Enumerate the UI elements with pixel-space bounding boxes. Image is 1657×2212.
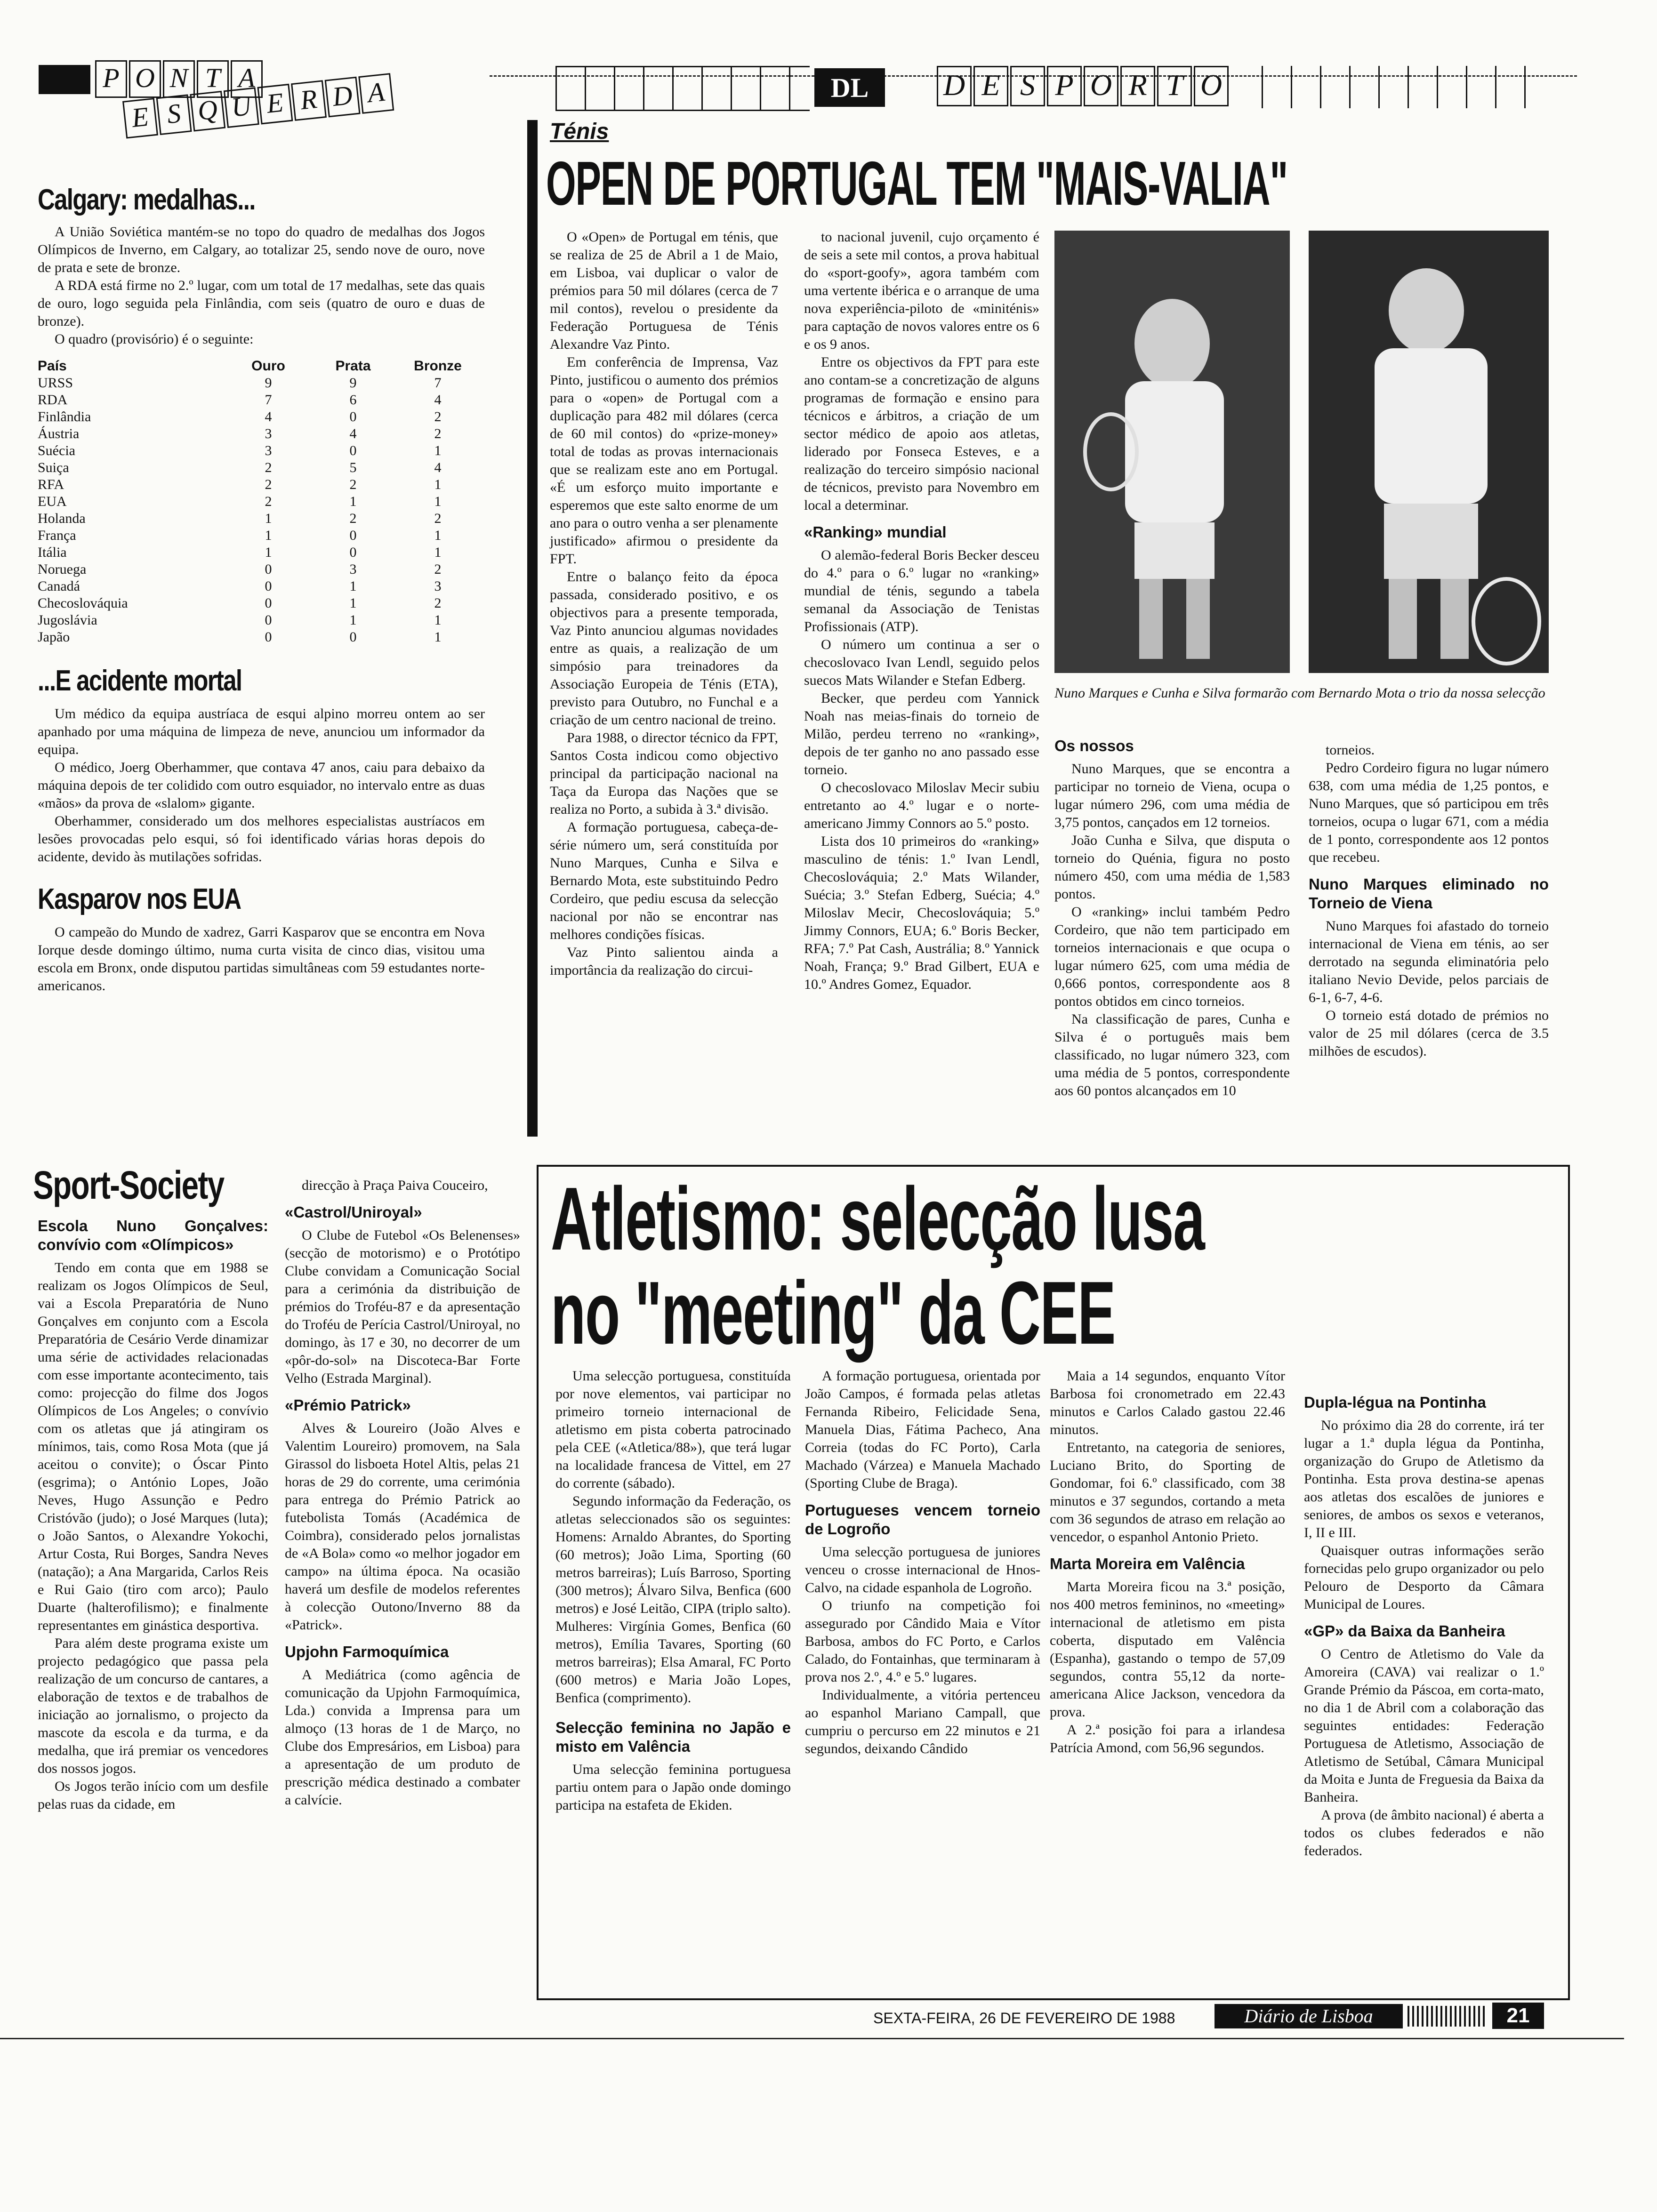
society-paragraph: Os Jogos terão início com um desfile pelas ruas da cidade, em <box>38 1779 268 1812</box>
medal-count-cell: 6 <box>349 392 357 408</box>
sport-society-headline: Sport-Society <box>33 1163 224 1207</box>
country-cell: Noruega <box>38 561 87 577</box>
castrol-paragraph: O Clube de Futebol «Os Belenenses» (secção de motorismo) e o Protótipo Clube convidam a Comunicação Social para a cerimónia da distribuição de prémios do Troféu-87 e da apresentação do Troféu de Perícia Castrol/Uniroyal, no domingo, às 17 e 30, no decorrer de um «pôr-do-sol» na Discoteca-Bar Forte Velho (Estrada Marginal). <box>285 1227 520 1386</box>
pontinha-subhead: Dupla-légua na Pontinha <box>1304 1394 1486 1411</box>
medal-count-cell: 4 <box>434 460 442 475</box>
esquerda-letter: U <box>224 87 259 128</box>
acidente-paragraph: Oberhammer, considerado um dos melhores especialistas austríacos em lesões provocadas pelo esqui, só foi identificado várias horas depois do acidente, devido às mutilações sofridas. <box>38 813 485 865</box>
feminina-subhead: Selecção feminina no Japão e misto em Valência <box>555 1719 791 1755</box>
medal-table-row <box>38 561 480 578</box>
medal-count-cell: 2 <box>265 477 272 492</box>
medal-table-header: País <box>38 358 67 374</box>
tennis-photo-1 <box>1054 231 1290 673</box>
nossos-paragraph: torneios. <box>1326 742 1375 758</box>
country-cell: Holanda <box>38 511 86 526</box>
marta-subhead: Marta Moreira em Valência <box>1050 1555 1245 1572</box>
nossos-paragraph: O «ranking» inclui também Pedro Cordeiro, que não tem participado em torneios internacionais e que ocupa o lugar número 625, com uma média de 0,666 pontos, correspondente aos 8 pontos obtidos em cinco torneios. <box>1054 904 1290 1009</box>
ponta-bar <box>39 65 90 94</box>
desporto-row <box>937 66 1229 106</box>
society-paragraph: direcção à Praça Paiva Couceiro, <box>302 1178 488 1193</box>
logrono-paragraph: Uma selecção portuguesa de juniores venceu o crosse internacional de Hnos-Calvo, na cidade espanhola de Logroño. <box>805 1544 1040 1595</box>
calgary-paragraph: O quadro (provisório) é o seguinte: <box>55 331 254 347</box>
patrick-subhead: «Prémio Patrick» <box>285 1396 411 1414</box>
medal-count-cell: 2 <box>349 511 357 526</box>
medal-count-cell: 4 <box>434 392 442 408</box>
footer-paper-name: Diário de Lisboa <box>1215 2004 1403 2028</box>
athletics-headline-line2: no "meeting" da CEE <box>551 1263 1116 1363</box>
medal-count-cell: 2 <box>434 409 442 425</box>
nossos-paragraph: Na classificação de pares, Cunha e Silva é o português mais bem classificado, no lugar número 323, com uma média de 5 pontos, correspondente aos 60 pontos alcançados em 10 <box>1054 1011 1290 1098</box>
tennis-photo-2 <box>1309 231 1549 673</box>
medal-count-cell: 1 <box>265 511 272 526</box>
medal-table-row <box>38 493 480 510</box>
photo-caption: Nuno Marques e Cunha e Silva formarão com Bernardo Mota o trio da nossa selecção <box>1054 685 1545 701</box>
upjohn-paragraph: A Mediátrica (como agência de comunicação da Upjohn Farmoquímica, Lda.) convida a Imprensa para um almoço (13 horas de 1 de Março, no Clube dos Empresários, em Lisboa) para a apresentação de um produto de prescrição médica destinado a combater a calvície. <box>285 1667 520 1808</box>
viena-paragraph: Nuno Marques foi afastado do torneio internacional de Viena em ténis, ao ser derrotado na segunda eliminatória pelo italiano Nevio Devide, pelos parciais de 6-1, 6-7, 4-6. <box>1309 918 1549 1005</box>
medal-count-cell: 2 <box>434 595 442 611</box>
tennis-paragraph: A formação portuguesa, cabeça-de-série número um, será constituída por Nuno Marques, Cunha e Silva e Bernardo Mota, este substituindo Pedro Cordeiro, que pediu escusa da selecção nacional por não se encontrar nas melhores condições físicas. <box>550 819 778 942</box>
ranking-paragraph: Becker, que perdeu com Yannick Noah nas meias-finais do torneio de Milão, perdeu terreno no «ranking», depois de ter ganho no ano passado esse torneio. <box>804 690 1039 777</box>
medal-count-cell: 7 <box>265 392 272 408</box>
kasparov-paragraph: O campeão do Mundo de xadrez, Garri Kasparov que se encontra em Nova Iorque desde domingo último, numa curta visita de cinco dias, visitou uma escola em Bronx, onde disputou partidas simultâneas com 59 estudantes norte-americanos. <box>38 924 485 994</box>
medal-table-header: Ouro <box>251 358 285 374</box>
country-cell: URSS <box>38 375 73 391</box>
ponta-letter: A <box>231 60 263 98</box>
athletics-paragraph: Maia a 14 segundos, enquanto Vítor Barbosa foi cronometrado em 22.43 minutos e Carlos Calado gastou 22.46 minutos. <box>1050 1368 1285 1437</box>
medal-count-cell: 4 <box>349 426 357 441</box>
country-cell: Japão <box>38 629 70 645</box>
country-cell: Checoslováquia <box>38 595 128 611</box>
ponta-letter: N <box>163 60 195 98</box>
tennis-headline: OPEN DE PORTUGAL TEM "MAIS-VALIA" <box>546 149 1288 218</box>
feminina-paragraph: Uma selecção feminina portuguesa partiu ontem para o Japão onde domingo participa na estafeta de Ekiden. <box>555 1762 791 1813</box>
desporto-letter: O <box>1084 66 1118 106</box>
masthead-bars-right <box>1262 66 1544 108</box>
medal-count-cell: 1 <box>434 629 442 645</box>
country-cell: Áustria <box>38 426 80 441</box>
medal-table-row <box>38 392 480 409</box>
medal-count-cell: 3 <box>434 578 442 594</box>
upjohn-subhead: Upjohn Farmoquímica <box>285 1643 449 1660</box>
esquerda-letter: Q <box>190 91 225 132</box>
tennis-paragraph: to nacional juvenil, cujo orçamento é de seis a sete mil contos, a prova habitual do «sport-goofy», agora também com uma vertente ibérica e o arranque de uma nova experiência-piloto de «miniténis» para captação de novos valores entre os 6 e os 9 anos. <box>804 229 1039 352</box>
masthead-bars <box>555 66 810 111</box>
medal-count-cell: 1 <box>349 595 357 611</box>
ponta-letter: P <box>95 60 127 98</box>
medal-count-cell: 1 <box>434 545 442 560</box>
medal-table-row <box>38 510 480 527</box>
ranking-paragraph: Lista dos 10 primeiros do «ranking» masculino de ténis: 1.º Ivan Lendl, Checoslováquia; 2.º Mats Wilander, Suécia; 3.º Stefan Edberg, Suécia; 4.º Miloslav Mecir, Checoslováquia; 5.º Jimmy Connors, EUA; 6.º Boris Becker, RFA; 7.º Pat Cash, Austrália; 8.º Yannick Noah, França; 9.º Brad Gilbert, EUA e 10.º Andres Gomez, Equador. <box>804 834 1039 992</box>
country-cell: Suécia <box>38 443 75 458</box>
medal-count-cell: 0 <box>265 595 272 611</box>
medal-table-header: Prata <box>335 358 371 374</box>
medal-table-header: Bronze <box>414 358 462 374</box>
page-number: 21 <box>1492 2003 1544 2029</box>
ranking-paragraph: O checoslovaco Miloslav Mecir subiu entretanto ao 4.º lugar e o norte-americano Jimmy Connors ao 5.º posto. <box>804 780 1039 831</box>
ranking-paragraph: O alemão-federal Boris Becker desceu do 4.º para o 6.º lugar no «ranking» mundial de ténis, segundo a tabela semanal da Associação de Tenistas Profissionais (ATP). <box>804 547 1039 634</box>
medal-table-row <box>38 544 480 561</box>
player-photo-icon <box>1054 231 1290 673</box>
esquerda-letter: A <box>358 73 394 114</box>
medal-count-cell: 2 <box>434 426 442 441</box>
medal-count-cell: 0 <box>349 528 357 543</box>
medal-count-cell: 3 <box>349 561 357 577</box>
medal-count-cell: 2 <box>349 477 357 492</box>
medal-count-cell: 2 <box>265 494 272 509</box>
logrono-paragraph: O triunfo na competição foi assegurado por Cândido Maia e Vítor Barbosa, ambos do FC Porto, e Carlos Calado, do Fontainhas, que terminaram à prova nos 2.º, 4.º e 5.º lugares. <box>805 1598 1040 1685</box>
medal-count-cell: 0 <box>349 545 357 560</box>
medal-count-cell: 1 <box>349 612 357 628</box>
medal-count-cell: 2 <box>434 511 442 526</box>
tennis-paragraph: Em conferência de Imprensa, Vaz Pinto, justificou o aumento dos prémios para o «open» de Portugal com a duplicação para 482 mil dólares (cerca de 60 mil contos) do «prize-money» total de todas as provas internacionais que se realizam este ano em Portugal. «É um esforço muito importante e esperemos que este salto enorme de um ano para o outro venha a ser plenamente justificado» afirmou o presidente da FPT. <box>550 354 778 567</box>
medal-table-row <box>38 612 480 629</box>
medal-count-cell: 2 <box>434 561 442 577</box>
tennis-paragraph: Para 1988, o director técnico da FPT, Santos Costa indicou como objectivo principal da participação nacional na Taça da Europa das Nações que se realiza no Porto, a subida à 3.ª divisão. <box>550 730 778 817</box>
escola-subhead: Escola Nuno Gonçalves: convívio com «Olímpicos» <box>38 1217 268 1253</box>
country-cell: Canadá <box>38 578 80 594</box>
tennis-kicker: Ténis <box>550 119 609 144</box>
medal-count-cell: 0 <box>265 578 272 594</box>
footer-rule <box>1408 2006 1488 2027</box>
medal-table-row <box>38 595 480 612</box>
medal-count-cell: 3 <box>265 443 272 458</box>
pontinha-paragraph: No próximo dia 28 do corrente, irá ter lugar a 1.ª dupla légua da Pontinha, organização do Grupo de Atletismo da Pontinha. Esta prova destina-se apenas aos atletas dos escalões de juniores e seniores, de ambos os sexos e veteranos, I, II e III. <box>1304 1418 1544 1540</box>
tennis-paragraph: O «Open» de Portugal em ténis, que se realiza de 25 de Abril a 1 de Maio, em Lisboa, vai duplicar o valor de prémios para 50 mil dólares (cerca de 7 mil contos), revelou o presidente da Federação Portuguesa de Ténis Alexandre Vaz Pinto. <box>550 229 778 352</box>
medal-count-cell: 0 <box>349 443 357 458</box>
desporto-letter: R <box>1120 66 1155 106</box>
athletics-headline-line1: Atletismo: selecção lusa <box>551 1169 1205 1269</box>
player-photo-icon <box>1309 231 1549 673</box>
country-cell: EUA <box>38 494 67 509</box>
medal-count-cell: 1 <box>434 443 442 458</box>
society-paragraph: Tendo em conta que em 1988 se realizam os Jogos Olímpicos de Seul, vai a Escola Preparatória de Nuno Gonçalves em conjunto com a Escola Preparatória de Cesário Verde dinamizar uma série de actividades relacionadas com esse importante acontecimento, tais como: projecção do filme dos Jogos Olímpicos de Los Angeles; o convívio com os atletas que já atingiram os mínimos, tais, como Rosa Mota (que já aceitou o convite); o Óscar Pinto (esgrima); o António Lopes, João Neves, Hugo Assunção e Pedro Cristóvão (judo); o José Marques (luta); o João Santos, o Alexandre Yokochi, Artur Costa, Rui Borges, Sandra Neves (natação); a Ana Margarida, Carlos Reis e Rui Gaio (tiro com arco); Paulo Duarte (halterofilismo); e finalmente representantes em ginástica desportiva. <box>38 1260 268 1633</box>
castrol-subhead: «Castrol/Uniroyal» <box>285 1203 422 1221</box>
acidente-paragraph: Um médico da equipa austríaca de esqui alpino morreu ontem ao ser apanhado por uma máquina de limpeza de neve, anunciou um informador da equipa. <box>38 706 485 757</box>
medal-table-row <box>38 425 480 442</box>
calgary-paragraph: A União Soviética mantém-se no topo do quadro de medalhas dos Jogos Olímpicos de Inverno, em Calgary, ao totalizar 25, sendo nove de ouro, nove de prata e sete de bronze. <box>38 224 485 275</box>
medal-table-row <box>38 476 480 493</box>
logrono-subhead: Portugueses vencem torneio de Logroño <box>805 1501 1040 1538</box>
medal-count-cell: 3 <box>265 426 272 441</box>
country-cell: Itália <box>38 545 67 560</box>
medal-count-cell: 1 <box>349 494 357 509</box>
desporto-letter: P <box>1047 66 1082 106</box>
tennis-paragraph: Entre os objectivos da FPT para este ano contam-se a concretização de alguns programas de formação e ensino para técnicos e árbitros, a criação de um sector médico de apoio aos atletas, liderado por Fonseca Esteves, e a realização do terceiro simpósio nacional de técnicos, previsto para Novembro em local a determinar. <box>804 354 1039 513</box>
medal-count-cell: 2 <box>265 460 272 475</box>
medal-count-cell: 1 <box>265 528 272 543</box>
medal-table-row <box>38 442 480 459</box>
medal-count-cell: 7 <box>434 375 442 391</box>
bottom-rule <box>0 2038 1624 2039</box>
athletics-paragraph: Entretanto, na categoria de seniores, Luciano Brito, do Sporting de Gondomar, foi 6.º classificado, com 38 minutos e 37 segundos, cortando a meta com 36 segundos de atraso em relação ao vencedor, o espanhol Antonio Prieto. <box>1050 1440 1285 1545</box>
nossos-paragraph: João Cunha e Silva, que disputa o torneio do Quénia, figura no posto número 450, com uma média de 1,583 pontos. <box>1054 833 1290 902</box>
medal-count-cell: 1 <box>349 578 357 594</box>
banheira-paragraph: A prova (de âmbito nacional) é aberta a todos os clubes federados e não federados. <box>1304 1807 1544 1859</box>
marta-paragraph: A 2.ª posição foi para a irlandesa Patrícia Amond, com 56,96 segundos. <box>1050 1722 1285 1755</box>
viena-paragraph: O torneio está dotado de prémios no valor de 25 mil dólares (cerca de 3.5 milhões de escudos). <box>1309 1008 1549 1059</box>
esquerda-letter: R <box>291 80 327 121</box>
esquerda-letter: E <box>257 84 293 125</box>
medal-count-cell: 9 <box>349 375 357 391</box>
society-paragraph: Para além deste programa existe um projecto pedagógico que passa pela realização de um concurso de cantares, a elaboração de textos e de trabalhos de iniciação ao jornalismo, o projecto da mascote da escola e da turma, e da medalha, que irá premiar os vencedores dos nossos jogos. <box>38 1635 268 1776</box>
dl-logo: DL <box>814 68 885 107</box>
banheira-subhead: «GP» da Baixa da Banheira <box>1304 1622 1505 1640</box>
medal-count-cell: 1 <box>434 612 442 628</box>
kasparov-headline: Kasparov nos EUA <box>38 883 241 915</box>
tennis-paragraph: Vaz Pinto salientou ainda a importância da realização do circui- <box>550 945 778 978</box>
ponta-letter: O <box>129 60 161 98</box>
medal-count-cell: 1 <box>265 545 272 560</box>
acidente-headline: ...E acidente mortal <box>38 665 242 697</box>
marta-paragraph: Marta Moreira ficou na 3.ª posição, nos 400 metros femininos, no «meeting» internacional de atletismo em pista coberta, disputado em Valência (Espanha), gastando o tempo de 57,09 segundos, contra 55,12 da norte-americana Alice Jackson, vencedora da prova. <box>1050 1579 1285 1720</box>
medal-count-cell: 9 <box>265 375 272 391</box>
tennis-side-bar <box>527 120 538 1137</box>
nossos-subhead: Os nossos <box>1054 737 1134 754</box>
medal-count-cell: 4 <box>265 409 272 425</box>
medal-table-row <box>38 578 480 595</box>
esquerda-letter: S <box>156 94 192 135</box>
athletics-paragraph: A formação portuguesa, orientada por João Campos, é formada pelas atletas Fernanda Ribeiro, Felicidade Sena, Manuela Dias, Fátima Pacheco, Ana Correia (todas do FC Porto), Carla Machado (Várzea) e Manuela Machado (Sporting Clube de Braga). <box>805 1368 1040 1491</box>
medal-count-cell: 1 <box>434 528 442 543</box>
medal-count-cell: 5 <box>349 460 357 475</box>
ponta-esquerda-column <box>38 184 485 995</box>
medal-table-row <box>38 629 480 646</box>
medal-count-cell: 0 <box>265 629 272 645</box>
esquerda-letter: D <box>325 77 361 118</box>
patrick-paragraph: Alves & Loureiro (João Alves e Valentim Loureiro) promovem, na Sala Girassol do lisboeta Hotel Altis, pelas 21 horas de 29 do corrente, uma cerimónia para entrega do Prémio Patrick ao futebolista Tomás (Académica de Coimbra), considerado pelos jornalistas de «A Bola» como «o melhor jogador em campo» na última época. Na ocasião haverá um desfile de modelos referentes à colecção Outono/Inverno 88 da «Patrick». <box>285 1420 520 1633</box>
pontinha-paragraph: Quaisquer outras informações serão fornecidas pelo grupo organizador ou pelo Pelouro de Desporto da Câmara Municipal de Loures. <box>1304 1543 1544 1612</box>
banheira-paragraph: O Centro de Atletismo do Vale da Amoreira (CAVA) vai realizar o 1.º Grande Prémio da Páscoa, em corta-mato, no dia 1 de Abril com a colaboração das seguintes entidades: Federação Portuguesa de Atletismo, Associação de Atletismo de Setúbal, Câmara Municipal da Moita e Junta de Freguesia da Baixa da Banheira. <box>1304 1646 1544 1805</box>
medal-table <box>38 358 480 646</box>
esquerda-letter: E <box>122 98 158 139</box>
desporto-letter: T <box>1157 66 1192 106</box>
medal-table-row <box>38 459 480 476</box>
acidente-paragraph: O médico, Joerg Oberhammer, que contava 47 anos, caiu para debaixo da máquina depois de ter colidido com outro esquiador, no intervalo entre as duas «mãos» da prova de «slalom» gigante. <box>38 760 485 811</box>
nossos-paragraph: Nuno Marques, que se encontra a participar no torneio de Viena, ocupa o lugar número 296, com uma média de 3,75 pontos, cançados em 12 torneios. <box>1054 761 1290 830</box>
medal-count-cell: 1 <box>434 477 442 492</box>
country-cell: França <box>38 528 76 543</box>
ranking-paragraph: O número um continua a ser o checoslovaco Ivan Lendl, seguido pelos suecos Mats Wilander e Stefan Edberg. <box>804 637 1039 688</box>
athletics-paragraph: Uma selecção portuguesa, constituída por nove elementos, vai participar no primeiro torneio internacional de atletismo em pista coberta patrocinado pela CEE («Atletica/88»), que terá lugar na localidade francesa de Vittel, em 27 do corrente (sábado). <box>555 1368 791 1491</box>
medal-table-row <box>38 527 480 544</box>
calgary-paragraph: A RDA está firme no 2.º lugar, com um total de 17 medalhas, sete das quais de ouro, logo seguida pela Finlândia, com seis (quatro de ouro e duas de bronze). <box>38 278 485 329</box>
medal-count-cell: 0 <box>265 561 272 577</box>
medal-count-cell: 0 <box>349 629 357 645</box>
ranking-subhead: «Ranking» mundial <box>804 523 947 541</box>
desporto-letter: S <box>1010 66 1045 106</box>
nossos-paragraph: Pedro Cordeiro figura no lugar número 638, com uma média de 1,25 pontos, e Nuno Marques, que só participou em três torneios, ocupa o lugar 671, com a média de 1 ponto, correspondente aos 12 pontos que recebeu. <box>1309 760 1549 865</box>
desporto-letter: E <box>973 66 1008 106</box>
footer-date: SEXTA-FEIRA, 26 DE FEVEREIRO DE 1988 <box>873 2010 1175 2027</box>
medal-table-row <box>38 409 480 425</box>
tennis-paragraph: Entre o balanço feito da época passada, considerado positivo, e os objectivos para a presente temporada, Vaz Pinto anunciou algumas novidades entre as quais, a realização de um simpósio para treinadores da Associação Europeia de Ténis (ETA), previsto para Outubro, no Funchal e a criação de um centro nacional de treino. <box>550 569 778 728</box>
medal-count-cell: 0 <box>349 409 357 425</box>
medal-table-row <box>38 375 480 392</box>
country-cell: Finlândia <box>38 409 91 425</box>
desporto-letter: D <box>937 66 972 106</box>
country-cell: RFA <box>38 477 64 492</box>
calgary-headline: Calgary: medalhas... <box>38 184 255 216</box>
country-cell: RDA <box>38 392 68 408</box>
ponta-letter: T <box>197 60 229 98</box>
desporto-letter: O <box>1194 66 1229 106</box>
country-cell: Suiça <box>38 460 69 475</box>
medal-count-cell: 1 <box>434 494 442 509</box>
viena-subhead: Nuno Marques eliminado no Torneio de Viena <box>1309 875 1549 912</box>
country-cell: Jugoslávia <box>38 612 97 628</box>
medal-count-cell: 0 <box>265 612 272 628</box>
athletics-paragraph: Segundo informação da Federação, os atletas seleccionados são os seguintes: Homens: Arnaldo Abrantes, do Sporting (60 metros); João Lima, Sporting (60 metros barreiras); Luís Barroso, Sporting (300 metros); Álvaro Silva, Benfica (600 metros) e José Leitão, CIPA (triplo salto). Mulheres: Virgínia Gomes, Benfica (60 metros), Emília Tavares, Sporting (60 metros barreiras); Elsa Amaral, FC Porto (600 metros) e Maria João Lopes, Benfica (comprimento). <box>555 1493 791 1706</box>
logrono-paragraph: Individualmente, a vitória pertenceu ao espanhol Mariano Campall, que cumpriu o percurso em 22 minutos e 21 segundos, deixando Cândido <box>805 1687 1040 1756</box>
